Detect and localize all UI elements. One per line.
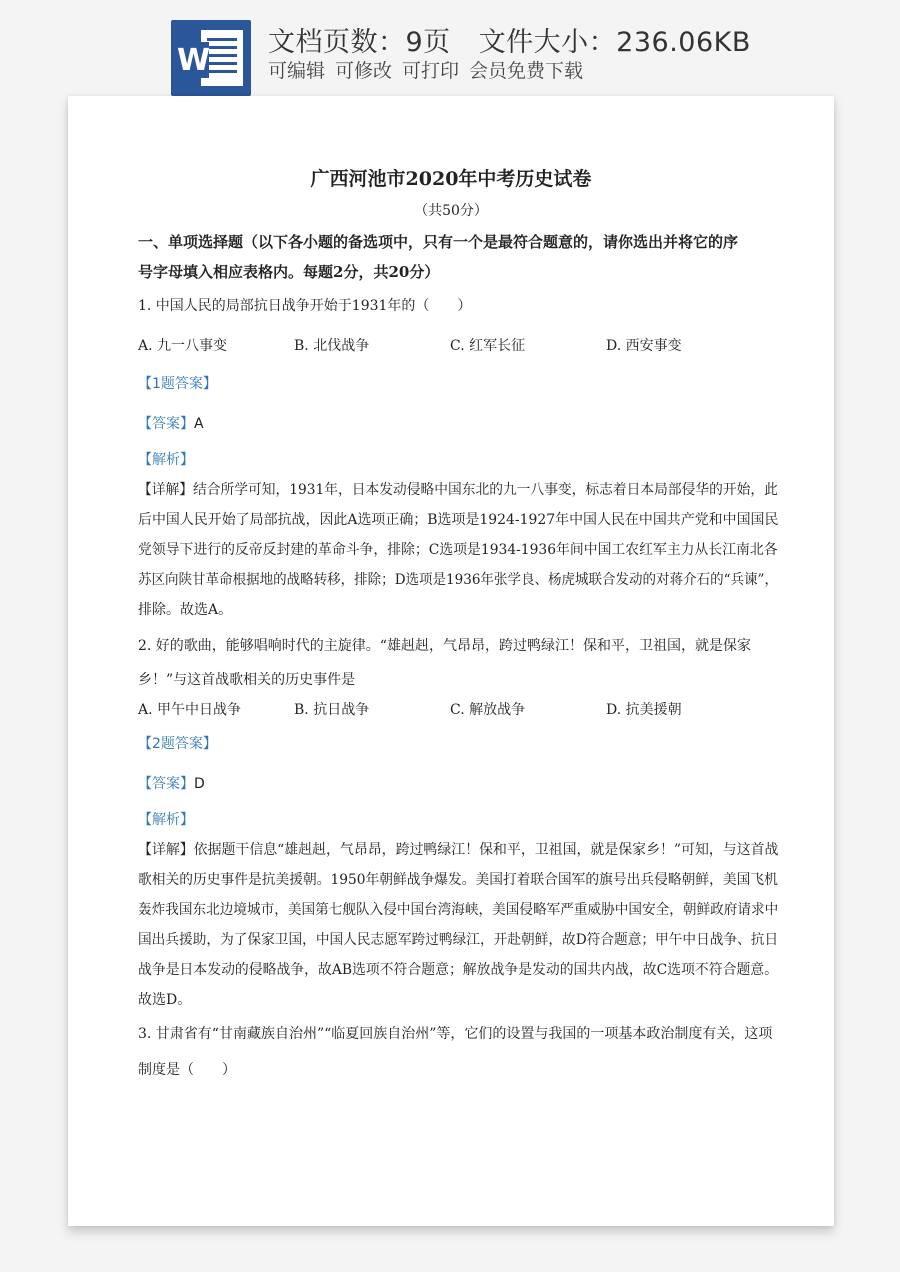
question-2-detail-line: 战争是日本发动的侵略战争，故AB选项不符合题意；解放战争是发动的国共内战，故C选项不符合题意。 xyxy=(138,962,778,978)
feature-list xyxy=(268,56,583,83)
answer-tag: 【答案】 xyxy=(138,776,194,792)
page-subtitle: （共50分） xyxy=(414,203,488,219)
question-2-option-d: D. 抗美援朝 xyxy=(606,702,682,718)
section-heading-line-1: 一、单项选择题（以下各小题的备选项中，只有一个是最符合题意的，请你选出并将它的序 xyxy=(138,233,739,251)
question-1-answer-heading: 【1题答案】 xyxy=(138,376,217,392)
question-1-detail-line: 党领导下进行的反帝反封建的革命斗争，排除；C选项是1934-1936年间中国工农红军主力从长江南北各 xyxy=(138,542,778,558)
question-3-stem-line-1: 3. 甘肃省有“甘南藏族自治州”“临夏回族自治州”等，它们的设置与我国的一项基本政治制度有关，这项 xyxy=(138,1026,773,1042)
answer-value: D xyxy=(194,776,205,792)
question-1-analysis-heading: 【解析】 xyxy=(138,452,194,468)
question-1-detail-line: 【详解】结合所学可知，1931年，日本发动侵略中国东北的九一八事变，标志着日本局部侵华的开始，此 xyxy=(138,482,778,498)
feature-printable: 可打印 xyxy=(402,60,460,82)
question-2-option-b: B. 抗日战争 xyxy=(294,702,370,718)
question-2-stem-line-1: 2. 好的歌曲，能够唱响时代的主旋律。“雄赳赳，气昂昂，跨过鸭绿江！保和平，卫祖国，就是保家 xyxy=(138,638,751,654)
feature-member-download: 会员免费下载 xyxy=(469,60,584,82)
question-1-option-a: A. 九一八事变 xyxy=(138,338,228,354)
question-2-detail-line: 故选D。 xyxy=(138,992,192,1008)
question-2-option-a: A. 甲午中日战争 xyxy=(138,702,242,718)
question-1-stem: 1. 中国人民的局部抗日战争开始于1931年的（ ） xyxy=(138,298,472,314)
download-banner xyxy=(0,0,900,96)
file-info xyxy=(268,20,751,59)
question-1-answer xyxy=(138,414,204,434)
document-page xyxy=(68,96,834,1226)
question-1-option-b: B. 北伐战争 xyxy=(294,338,370,354)
answer-value: A xyxy=(194,416,204,432)
question-2-detail-line: 国出兵援助，为了保家卫国，中国人民志愿军跨过鸭绿江，开赴朝鲜，故D符合题意；甲午中日战争、抗日 xyxy=(138,932,779,948)
page-count: 文档页数：9页 xyxy=(268,27,451,58)
question-1-detail-line: 排除。故选A。 xyxy=(138,602,233,618)
page-title: 广西河池市2020年中考历史试卷 xyxy=(310,168,592,190)
question-2-answer-heading: 【2题答案】 xyxy=(138,736,217,752)
question-2-analysis-heading: 【解析】 xyxy=(138,812,194,828)
feature-modifiable: 可修改 xyxy=(335,60,393,82)
question-2-detail-line: 【详解】依据题干信息“雄赳赳，气昂昂，跨过鸭绿江！保和平，卫祖国，就是保家乡！”可知，与这首战 xyxy=(138,842,779,858)
answer-tag: 【答案】 xyxy=(138,416,194,432)
question-2-answer xyxy=(138,774,205,794)
file-size: 文件大小：236.06KB xyxy=(478,27,751,58)
question-1-detail-line: 苏区向陕甘革命根据地的战略转移，排除；D选项是1936年张学良、杨虎城联合发动的对蒋介石的“兵谏”， xyxy=(138,572,778,588)
question-1-option-d: D. 西安事变 xyxy=(606,338,682,354)
question-2-detail-line: 歌相关的历史事件是抗美援朝。1950年朝鲜战争爆发。美国打着联合国军的旗号出兵侵略朝鲜，美国飞机 xyxy=(138,872,778,888)
question-1-option-c: C. 红军长征 xyxy=(450,338,526,354)
question-2-option-c: C. 解放战争 xyxy=(450,702,526,718)
word-document-icon: W xyxy=(171,20,251,96)
question-2-detail-line: 轰炸我国东北边境城市，美国第七舰队入侵中国台湾海峡，美国侵略军严重威胁中国安全，朝鲜政府请求中 xyxy=(138,902,779,918)
question-1-detail-line: 后中国人民开始了局部抗战，因此A选项正确；B选项是1924-1927年中国人民在中国共产党和中国国民 xyxy=(138,512,779,528)
section-heading-line-2: 号字母填入相应表格内。每题2分，共20分） xyxy=(138,263,440,281)
question-3-stem-line-2: 制度是（ ） xyxy=(138,1062,236,1078)
question-2-stem-line-2: 乡！”与这首战歌相关的历史事件是 xyxy=(138,672,356,688)
feature-editable: 可编辑 xyxy=(268,60,326,82)
